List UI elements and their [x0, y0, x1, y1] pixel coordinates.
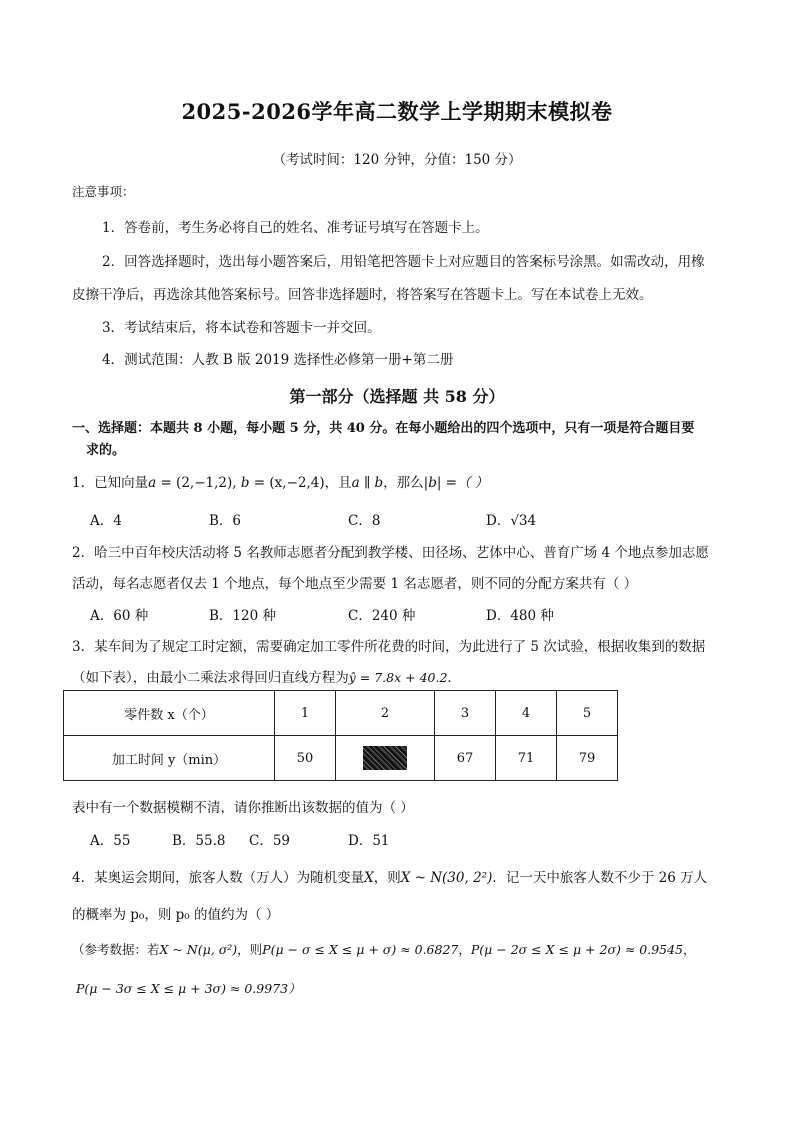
- notice-item: 3．考试结束后，将本试卷和答题卡一并交回。: [102, 320, 381, 336]
- q3-text: ．: [447, 670, 461, 686]
- question-3-line: 3．某车间为了规定工时定额，需要确定加工零件所花费的时间，为此进行了 5 次试验，根据收集到的数据: [72, 639, 706, 655]
- abs-b: |b| =（ ）: [423, 475, 489, 491]
- question-3-line: [72, 666, 461, 686]
- q1-text: ，且: [324, 475, 352, 491]
- q4-text: ．记一天中旅客人数不少于 26 万人: [492, 870, 708, 886]
- q3-option-b: B．55.8: [172, 833, 226, 849]
- page-title: 2025-2026学年高二数学上学期期末模拟卷: [181, 99, 613, 124]
- blurred-cell: [336, 736, 435, 781]
- q1-option-d: D．√34: [486, 513, 537, 529]
- ref-probability-1: P(μ − σ ≤ X ≤ μ + σ) ≈ 0.6827: [262, 942, 459, 957]
- section-title: 第一部分（选择题 共 58 分）: [289, 387, 505, 406]
- vector-a-value: = (2,−1,2),: [160, 475, 237, 491]
- section-instruction: 一、选择题：本题共 8 小题，每小题 5 分，共 40 分。在每小题给出的四个选项中，只有一项是符合题目要: [72, 421, 695, 436]
- data-table: [63, 690, 618, 781]
- question-3-prompt: 表中有一个数据模糊不清，请你推断出该数据的值为（ ）: [72, 800, 414, 816]
- table-cell: 4: [496, 691, 557, 736]
- q1-text: ，那么: [383, 475, 424, 491]
- q4-text: ，则: [373, 870, 401, 886]
- notice-item: 4．测试范围：人教 B 版 2019 选择性必修第一册+第二册: [102, 352, 454, 368]
- notice-item: 2．回答选择题时，选出每小题答案后，用铅笔把答题卡上对应题目的答案标号涂黑。如需改动，用橡: [102, 254, 705, 270]
- reference-data: [72, 940, 696, 958]
- q2-option-c: C．240 种: [348, 608, 416, 624]
- table-cell: 71: [496, 736, 557, 781]
- q2-option-b: B．120 种: [209, 608, 276, 624]
- table-row: [64, 736, 618, 781]
- table-header-cell: 零件数 x（个）: [64, 691, 275, 736]
- q3-option-d: D．51: [348, 833, 390, 849]
- question-4-line: [72, 866, 707, 886]
- reference-data-cont: [76, 979, 301, 997]
- distribution: X ~ N(30, 2²): [400, 870, 493, 886]
- ref-text: ，: [458, 942, 471, 957]
- q1-option-b: B．6: [209, 513, 242, 529]
- table-cell: 79: [557, 736, 618, 781]
- ref-text: （参考数据：若: [72, 942, 160, 957]
- q3-option-a: A．55: [90, 833, 131, 849]
- notice-item: 1．答卷前，考生务必将自己的姓名、准考证号填写在答题卡上。: [102, 220, 489, 236]
- q3-option-c: C．59: [249, 833, 291, 849]
- ref-text: ，: [683, 942, 696, 957]
- q1-option-a: A．4: [90, 513, 122, 529]
- vector-b-value: = (x,−2,4): [253, 475, 325, 491]
- q3-text: （如下表），由最小二乘法求得回归直线方程为: [72, 670, 349, 686]
- ref-text: ，则: [237, 942, 263, 957]
- table-cell: 1: [275, 691, 336, 736]
- q2-option-d: D．480 种: [486, 608, 554, 624]
- q4-text: 4．某奥运会期间，旅客人数（万人）为随机变量: [72, 870, 365, 886]
- exam-info: （考试时间：120 分钟，分值：150 分）: [272, 152, 522, 168]
- parallel-condition: a ∥ b: [351, 475, 384, 491]
- table-cell: 5: [557, 691, 618, 736]
- table-cell: 50: [275, 736, 336, 781]
- section-instruction-cont: 求的。: [86, 443, 126, 458]
- table-cell: 67: [435, 736, 496, 781]
- blurred-value-mark: [363, 746, 407, 770]
- table-row: [64, 691, 618, 736]
- table-cell: 3: [435, 691, 496, 736]
- notice-item: 皮擦干净后，再选涂其他答案标号。回答非选择题时，将答案写在答题卡上。写在本试卷上无效。: [72, 287, 653, 303]
- question-1-stem: [72, 471, 488, 491]
- table-cell: 2: [336, 691, 435, 736]
- q2-option-a: A．60 种: [90, 608, 149, 624]
- ref-distribution: X ~ N(μ, σ²): [159, 942, 238, 957]
- q1-option-c: C．8: [348, 513, 381, 529]
- regression-equation: ŷ = 7.8x + 40.2: [348, 670, 448, 685]
- question-2-line: 2．哈三中百年校庆活动将 5 名教师志愿者分配到教学楼、田径场、艺体中心、普育广场 4 个地点参加志愿: [72, 545, 709, 561]
- ref-probability-3: P(μ − 3σ ≤ X ≤ μ + 3σ) ≈ 0.9973）: [76, 981, 301, 996]
- question-4-line: 的概率为 p₀，则 p₀ 的值约为（ ）: [72, 907, 280, 923]
- q1-text: 1．已知向量: [72, 475, 149, 491]
- vector-a: a: [148, 475, 157, 491]
- random-variable: X: [364, 870, 374, 886]
- notice-heading: 注意事项：: [72, 184, 135, 199]
- ref-probability-2: P(μ − 2σ ≤ X ≤ μ + 2σ) ≈ 0.9545: [470, 942, 684, 957]
- vector-b: b: [240, 475, 250, 491]
- table-header-cell: 加工时间 y（min）: [64, 736, 275, 781]
- question-2-line: 活动，每名志愿者仅去 1 个地点，每个地点至少需要 1 名志愿者，则不同的分配方案共有（ ）: [72, 576, 638, 592]
